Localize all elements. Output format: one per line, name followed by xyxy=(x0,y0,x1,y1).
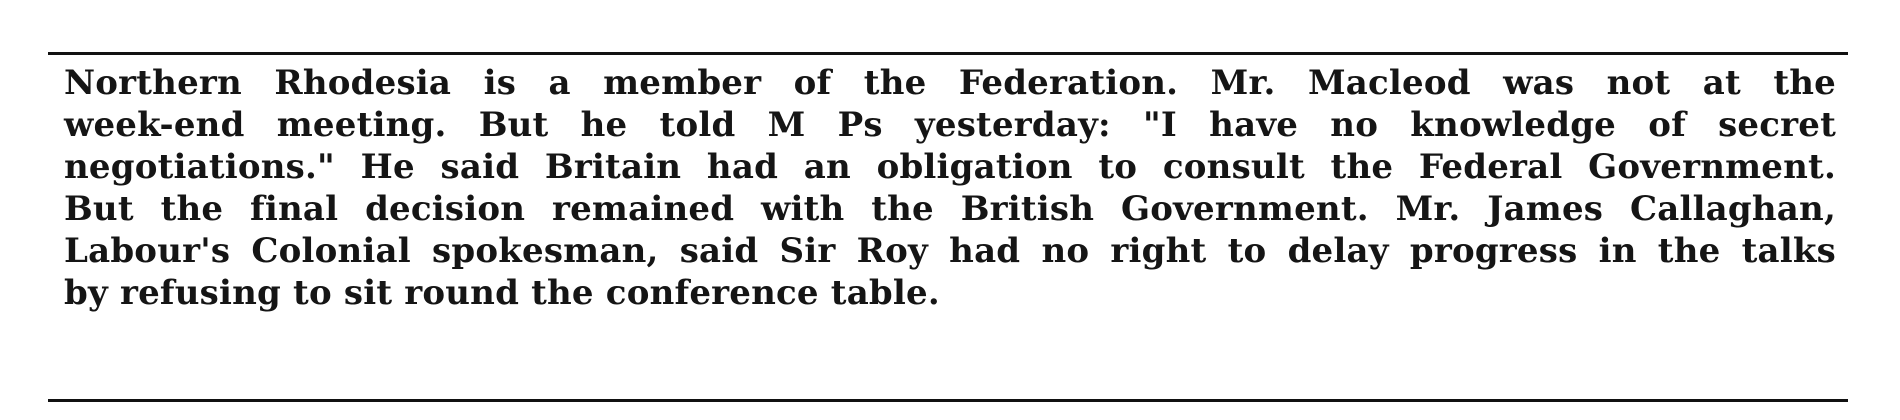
paragraph-line-2: week-end meeting. But he told M Ps yesterday: "I have no knowledge of secret xyxy=(64,105,1836,145)
bottom-rule xyxy=(48,399,1848,402)
paragraph-line-5: Labour's Colonial spokesman, said Sir Roy had no right to delay progress in the talks xyxy=(64,231,1836,271)
article-paragraph xyxy=(64,62,1836,314)
paragraph-line-6: by refusing to sit round the conference table. xyxy=(64,273,940,313)
paragraph-line-1: Northern Rhodesia is a member of the Federation. Mr. Macleod was not at the xyxy=(64,63,1836,103)
paragraph-line-3: negotiations." He said Britain had an obligation to consult the Federal Government. xyxy=(64,147,1836,187)
top-rule xyxy=(48,52,1848,55)
paragraph-line-4: But the final decision remained with the British Government. Mr. James Callaghan, xyxy=(64,189,1836,229)
